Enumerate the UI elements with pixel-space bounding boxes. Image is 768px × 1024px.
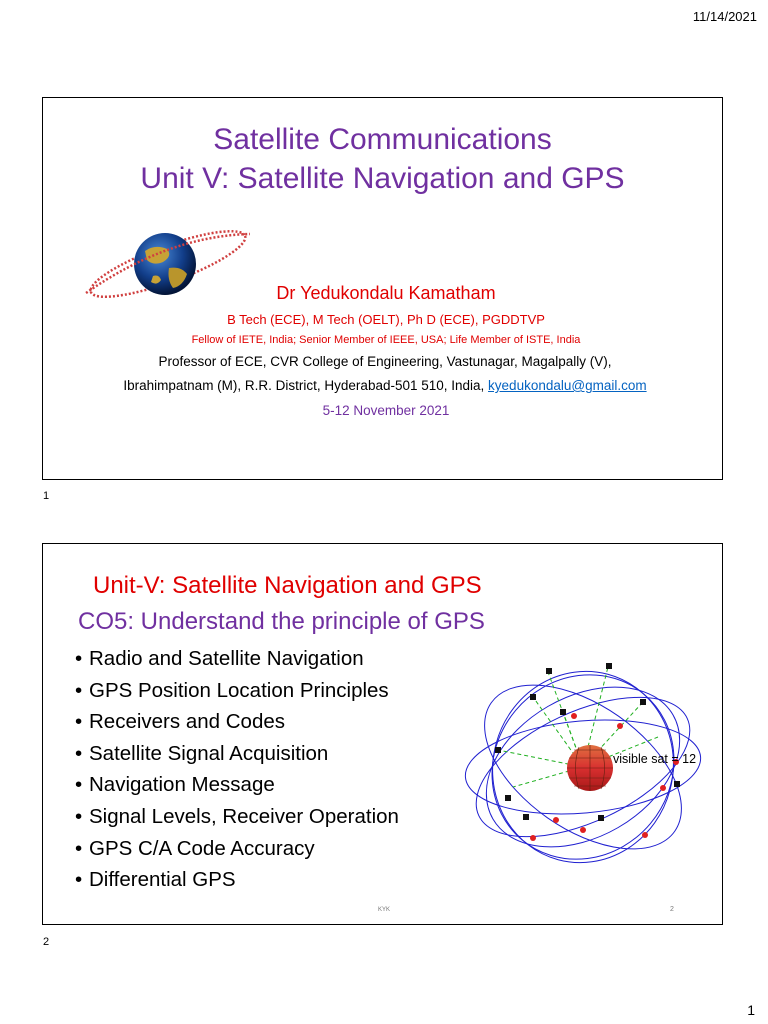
address-text: Ibrahimpatnam (M), R.R. District, Hyderabad-501 510, India, bbox=[123, 378, 489, 393]
list-item: • GPS Position Location Principles bbox=[75, 675, 399, 707]
slide-2-subheading: CO5: Understand the principle of GPS bbox=[78, 608, 485, 635]
author-name: Dr Yedukondalu Kamatham bbox=[276, 283, 496, 303]
page-number: 1 bbox=[747, 1002, 755, 1018]
email-link[interactable]: kyedukondalu@gmail.com bbox=[488, 378, 647, 393]
author-degrees: B Tech (ECE), M Tech (OELT), Ph D (ECE), PGDDTVP bbox=[227, 312, 545, 327]
lecture-dates: 5-12 November 2021 bbox=[322, 403, 450, 418]
list-item: • GPS C/A Code Accuracy bbox=[75, 833, 399, 865]
slide-1 bbox=[42, 97, 723, 480]
visible-sat-label: visible sat = 12 bbox=[613, 752, 697, 766]
author-fellowships: Fellow of IETE, India; Senior Member of IEEE, USA; Life Member of ISTE, India bbox=[191, 334, 581, 346]
slide-2 bbox=[42, 543, 723, 925]
list-item: • Satellite Signal Acquisition bbox=[75, 738, 399, 770]
author-address bbox=[55, 378, 715, 393]
slide-1-title bbox=[43, 120, 722, 198]
author-position: Professor of ECE, CVR College of Engineering, Vastunagar, Magalpally (V), bbox=[158, 354, 612, 369]
title-line-1: Satellite Communications bbox=[213, 123, 552, 156]
list-item: • Radio and Satellite Navigation bbox=[75, 643, 399, 675]
slide-footer-number: 2 bbox=[670, 906, 674, 913]
list-item: • Signal Levels, Receiver Operation bbox=[75, 801, 399, 833]
slide-1-number: 1 bbox=[43, 490, 50, 502]
print-date: 11/14/2021 bbox=[692, 9, 757, 24]
slide-2-heading: Unit-V: Satellite Navigation and GPS bbox=[93, 572, 482, 599]
list-item: • Navigation Message bbox=[75, 769, 399, 801]
title-line-2: Unit V: Satellite Navigation and GPS bbox=[140, 162, 625, 195]
list-item: • Differential GPS bbox=[75, 864, 399, 896]
topic-list bbox=[75, 643, 399, 896]
slide-2-number: 2 bbox=[43, 936, 50, 948]
list-item: • Receivers and Codes bbox=[75, 706, 399, 738]
slide-footer-author: KYK bbox=[378, 907, 391, 913]
gps-constellation-icon bbox=[448, 662, 718, 882]
